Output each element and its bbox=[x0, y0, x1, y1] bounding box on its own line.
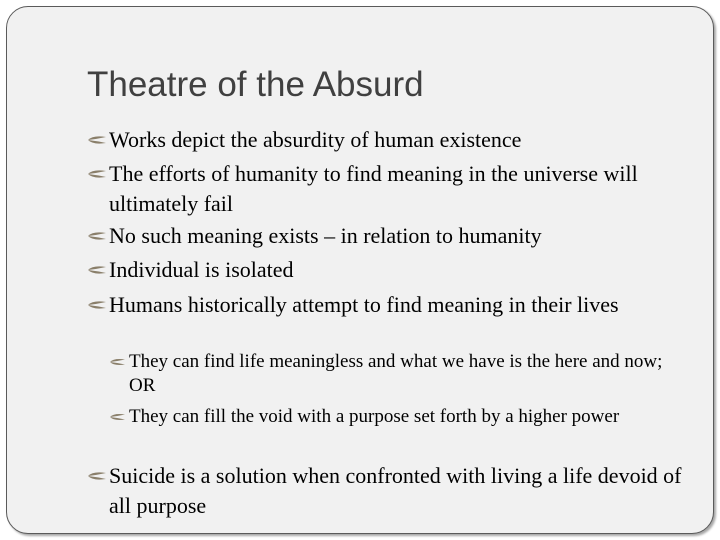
bullet-item bbox=[87, 461, 707, 521]
bullet-icon bbox=[87, 290, 109, 320]
bullet-text: Individual is isolated bbox=[109, 257, 294, 282]
bullet-icon bbox=[87, 125, 109, 155]
bullet-item bbox=[87, 159, 707, 219]
bullet-icon bbox=[109, 350, 129, 374]
bullet-text: No such meaning exists – in relation to humanity bbox=[109, 223, 542, 248]
bullet-text: The efforts of humanity to find meaning in the universe will ultimately fail bbox=[109, 161, 638, 216]
sub-bullet-text: They can find life meaningless and what we have is the here and now; OR bbox=[129, 351, 663, 396]
sub-bullet-item bbox=[109, 405, 669, 429]
bullet-item bbox=[87, 290, 707, 320]
bullet-icon bbox=[87, 461, 109, 491]
bullet-text: Works depict the absurdity of human existence bbox=[109, 127, 522, 152]
bullet-icon bbox=[87, 221, 109, 251]
bullet-text: Suicide is a solution when confronted with living a life devoid of all purpose bbox=[109, 463, 682, 518]
bullet-text: Humans historically attempt to find meaning in their lives bbox=[109, 292, 619, 317]
bullet-icon bbox=[87, 255, 109, 285]
sub-bullet-text: They can fill the void with a purpose set forth by a higher power bbox=[129, 406, 620, 427]
bullet-icon bbox=[109, 405, 129, 429]
slide-frame bbox=[6, 6, 714, 534]
bullet-icon bbox=[87, 159, 109, 189]
bullet-item bbox=[87, 255, 707, 285]
bullet-item bbox=[87, 125, 707, 155]
sub-bullet-item bbox=[109, 350, 669, 398]
slide-title: Theatre of the Absurd bbox=[87, 65, 424, 104]
bullet-item bbox=[87, 221, 707, 251]
